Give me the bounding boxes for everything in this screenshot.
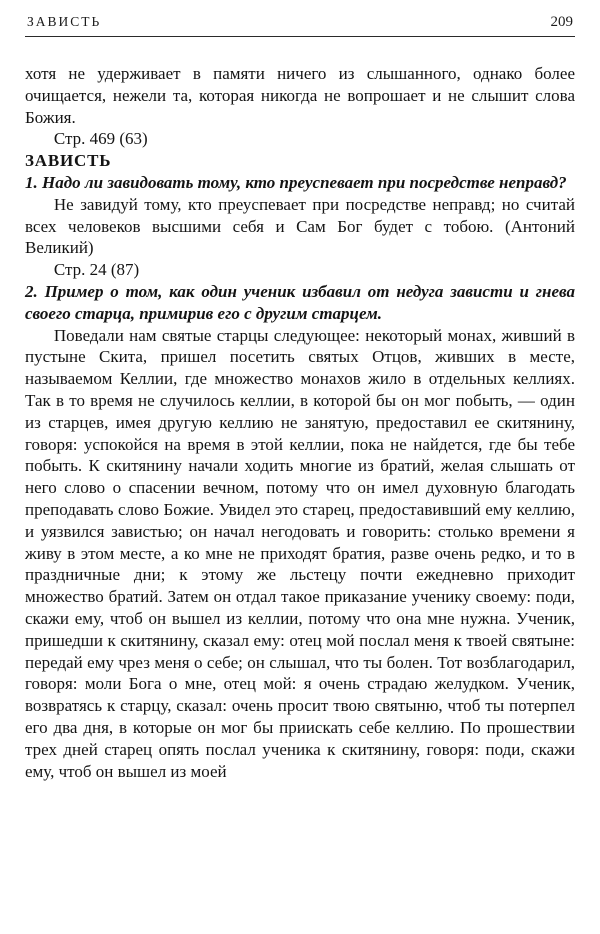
header-rule	[25, 36, 575, 37]
question-heading-2: 2. Пример о том, как один ученик избавил от недуга зависти и гнева своего старца, примирив его с другим старцем.	[25, 281, 575, 323]
answer-paragraph: Не завидуй тому, кто преуспевает при посредстве неправд; но считай всех человеков высшими себя и Сам Бог будет с тобою. (Антоний Великий)	[25, 194, 575, 258]
question-heading-1: 1. Надо ли завидовать тому, кто преуспевает при посредстве неправд?	[25, 172, 567, 192]
page-body	[25, 63, 575, 782]
source-reference: Стр. 469 (63)	[53, 129, 148, 149]
continuation-paragraph: хотя не удерживает в памяти ничего из слышанного, однако более очищается, нежели та, которая никогда не вопрошает и не слышит слова Божия.	[25, 64, 575, 127]
running-title: ЗАВИСТЬ	[27, 14, 102, 29]
section-title: ЗАВИСТЬ	[25, 151, 112, 171]
page-header	[25, 12, 575, 36]
source-reference: Стр. 24 (87)	[53, 260, 140, 280]
page-number: 209	[550, 14, 573, 30]
story-paragraph: Поведали нам святые старцы следующее: некоторый монах, живший в пустыне Скита, пришел посетить святых Отцов, живших в месте, называемом Келлии, где множество монахов жило в отдельных келлиях. Так в то время не случилось келлии, в которой бы он мог побыть, — один из старцев, имея другую келлию не занятую, предоставил ее скитянину, говоря: успокойся на время в этой келлии, пока не найдется, где бы тебе побыть. К скитянину начали ходить многие из братий, желая слышать от него слово о спасении вечном, потому что он имел духовную благодать преподавать слово Божие. Увидел это старец, предоставивший ему келлию, и уязвился завистью; он начал негодовать и говорить: столько времени я живу в этом месте, а ко мне не приходят братия, разве очень редко, и то в праздничные дни; к этому же льстецу почти ежедневно приходит множество братий. Затем он отдал такое приказание ученику своему: поди, скажи ему, чтоб он вышел из келлии, потому что она мне нужна. Ученик, пришедши к скитянину, сказал ему: отец мой послал меня к твоей святыне: передай ему чрез меня о себе; он слышал, что ты болен. Тот возблагодарил, говоря: моли Бога о мне, отец мой: я очень страдаю желудком. Ученик, возвратясь к старцу, сказал: очень просит твою святыню, чтоб ты потерпел его два дня, в которые он мог бы приискать себе келлию. По прошествии трех дней старец опять послал ученика к скитянину, говоря: поди, скажи ему, чтоб он вышел из моей	[25, 325, 575, 781]
